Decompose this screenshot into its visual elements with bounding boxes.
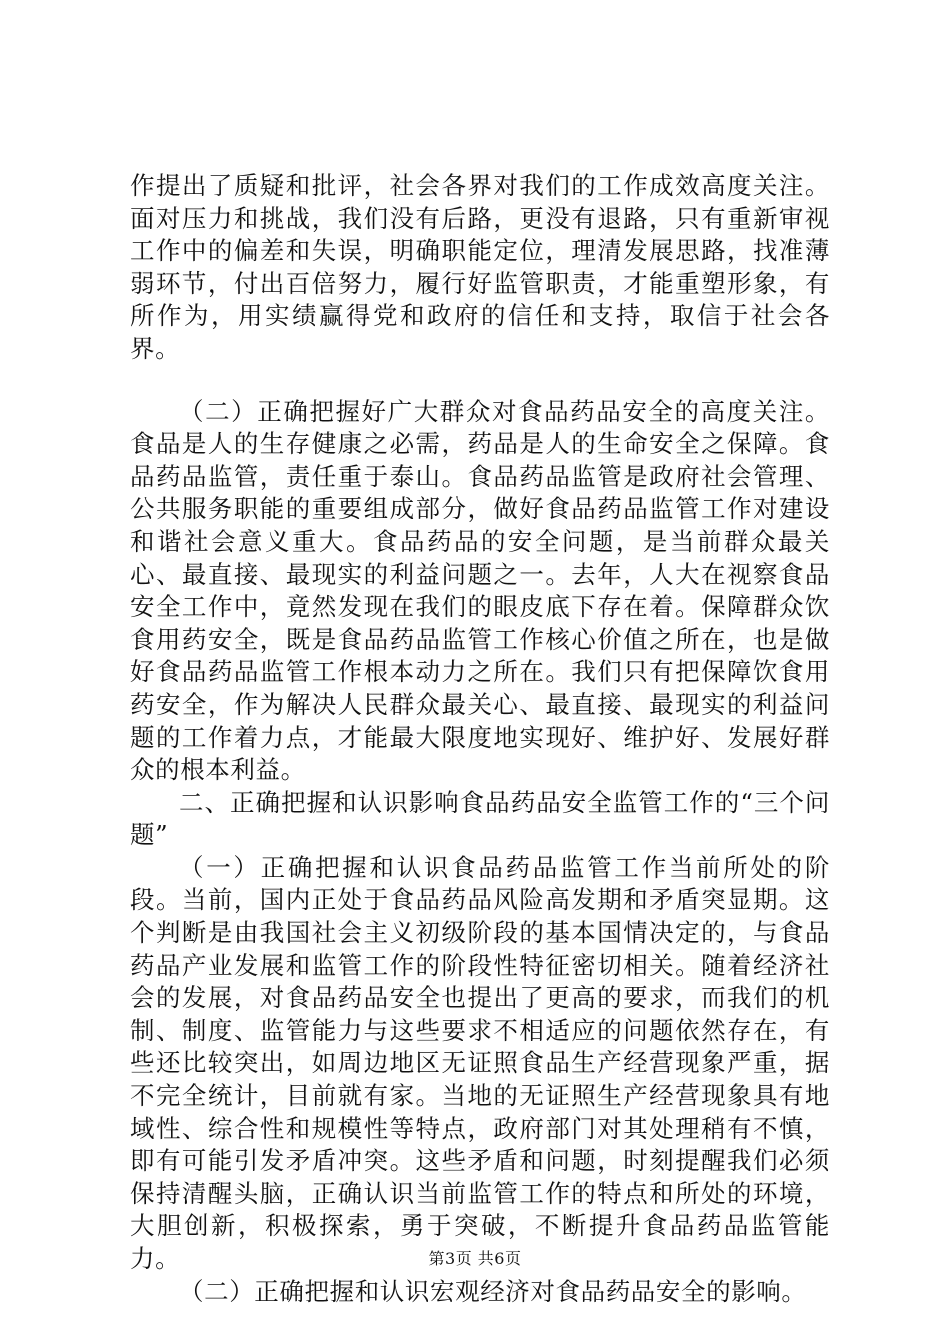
page-number-footer: 第3页 共6页: [428, 1249, 522, 1268]
paragraph-section-2-1: （一）正确把握和认识食品药品监管工作当前所处的阶段。当前，国内正处于食品药品风险高发期和矛盾突显期。这个判断是由我国社会主义初级阶段的基本国情决定的，与食品药品产业发展和监管工作的阶段性特征密切相关。随着经济社会的发展，对食品药品安全也提出了更高的要求，而我们的机制、制度、监管能力与这些要求不相适应的问题依然存在，有些还比较突出，如周边地区无证照食品生产经营现象严重，据不完全统计，目前就有家。当地的无证照生产经营现象具有地域性、综合性和规模性等特点，政府部门对其处理稍有不慎，即有可能引发矛盾冲突。这些矛盾和问题，时刻提醒我们必须保持清醒头脑，正确认识当前监管工作的特点和所处的环境，大胆创新，积极探索，勇于突破，不断提升食品药品监管能力。: [130, 852, 830, 1273]
paragraph-continuation: 作提出了质疑和批评，社会各界对我们的工作成效高度关注。面对压力和挑战，我们没有后路，更没有退路，只有重新审视工作中的偏差和失误，明确职能定位，理清发展思路，找准薄弱环节，付出百倍努力，履行好监管职责，才能重塑形象，有所作为，用实绩赢得党和政府的信任和支持，取信于社会各界。: [130, 171, 830, 363]
paragraph-section-1-2: （二）正确把握好广大群众对食品药品安全的高度关注。食品是人的生存健康之必需，药品是人的生命安全之保障。食品药品监管，责任重于泰山。食品药品监管是政府社会管理、公共服务职能的重要组成部分，做好食品药品监管工作对建设和谐社会意义重大。食品药品的安全问题，是当前群众最关心、最直接、最现实的利益问题之一。去年，人大在视察食品安全工作中，竟然发现在我们的眼皮底下存在着。保障群众饮食用药安全，既是食品药品监管工作核心价值之所在，也是做好食品药品监管工作根本动力之所在。我们只有把保障饮食用药安全，作为解决人民群众最关心、最直接、最现实的利益问题的工作着力点，才能最大限度地实现好、维护好、发展好群众的根本利益。: [130, 396, 830, 785]
document-body: [130, 170, 830, 1308]
paragraph-section-2-2: （二）正确把握和认识宏观经济对食品药品安全的影响。: [179, 1276, 807, 1306]
heading-section-2: 二、正确把握和认识影响食品药品安全监管工作的“三个问题”: [130, 787, 830, 850]
